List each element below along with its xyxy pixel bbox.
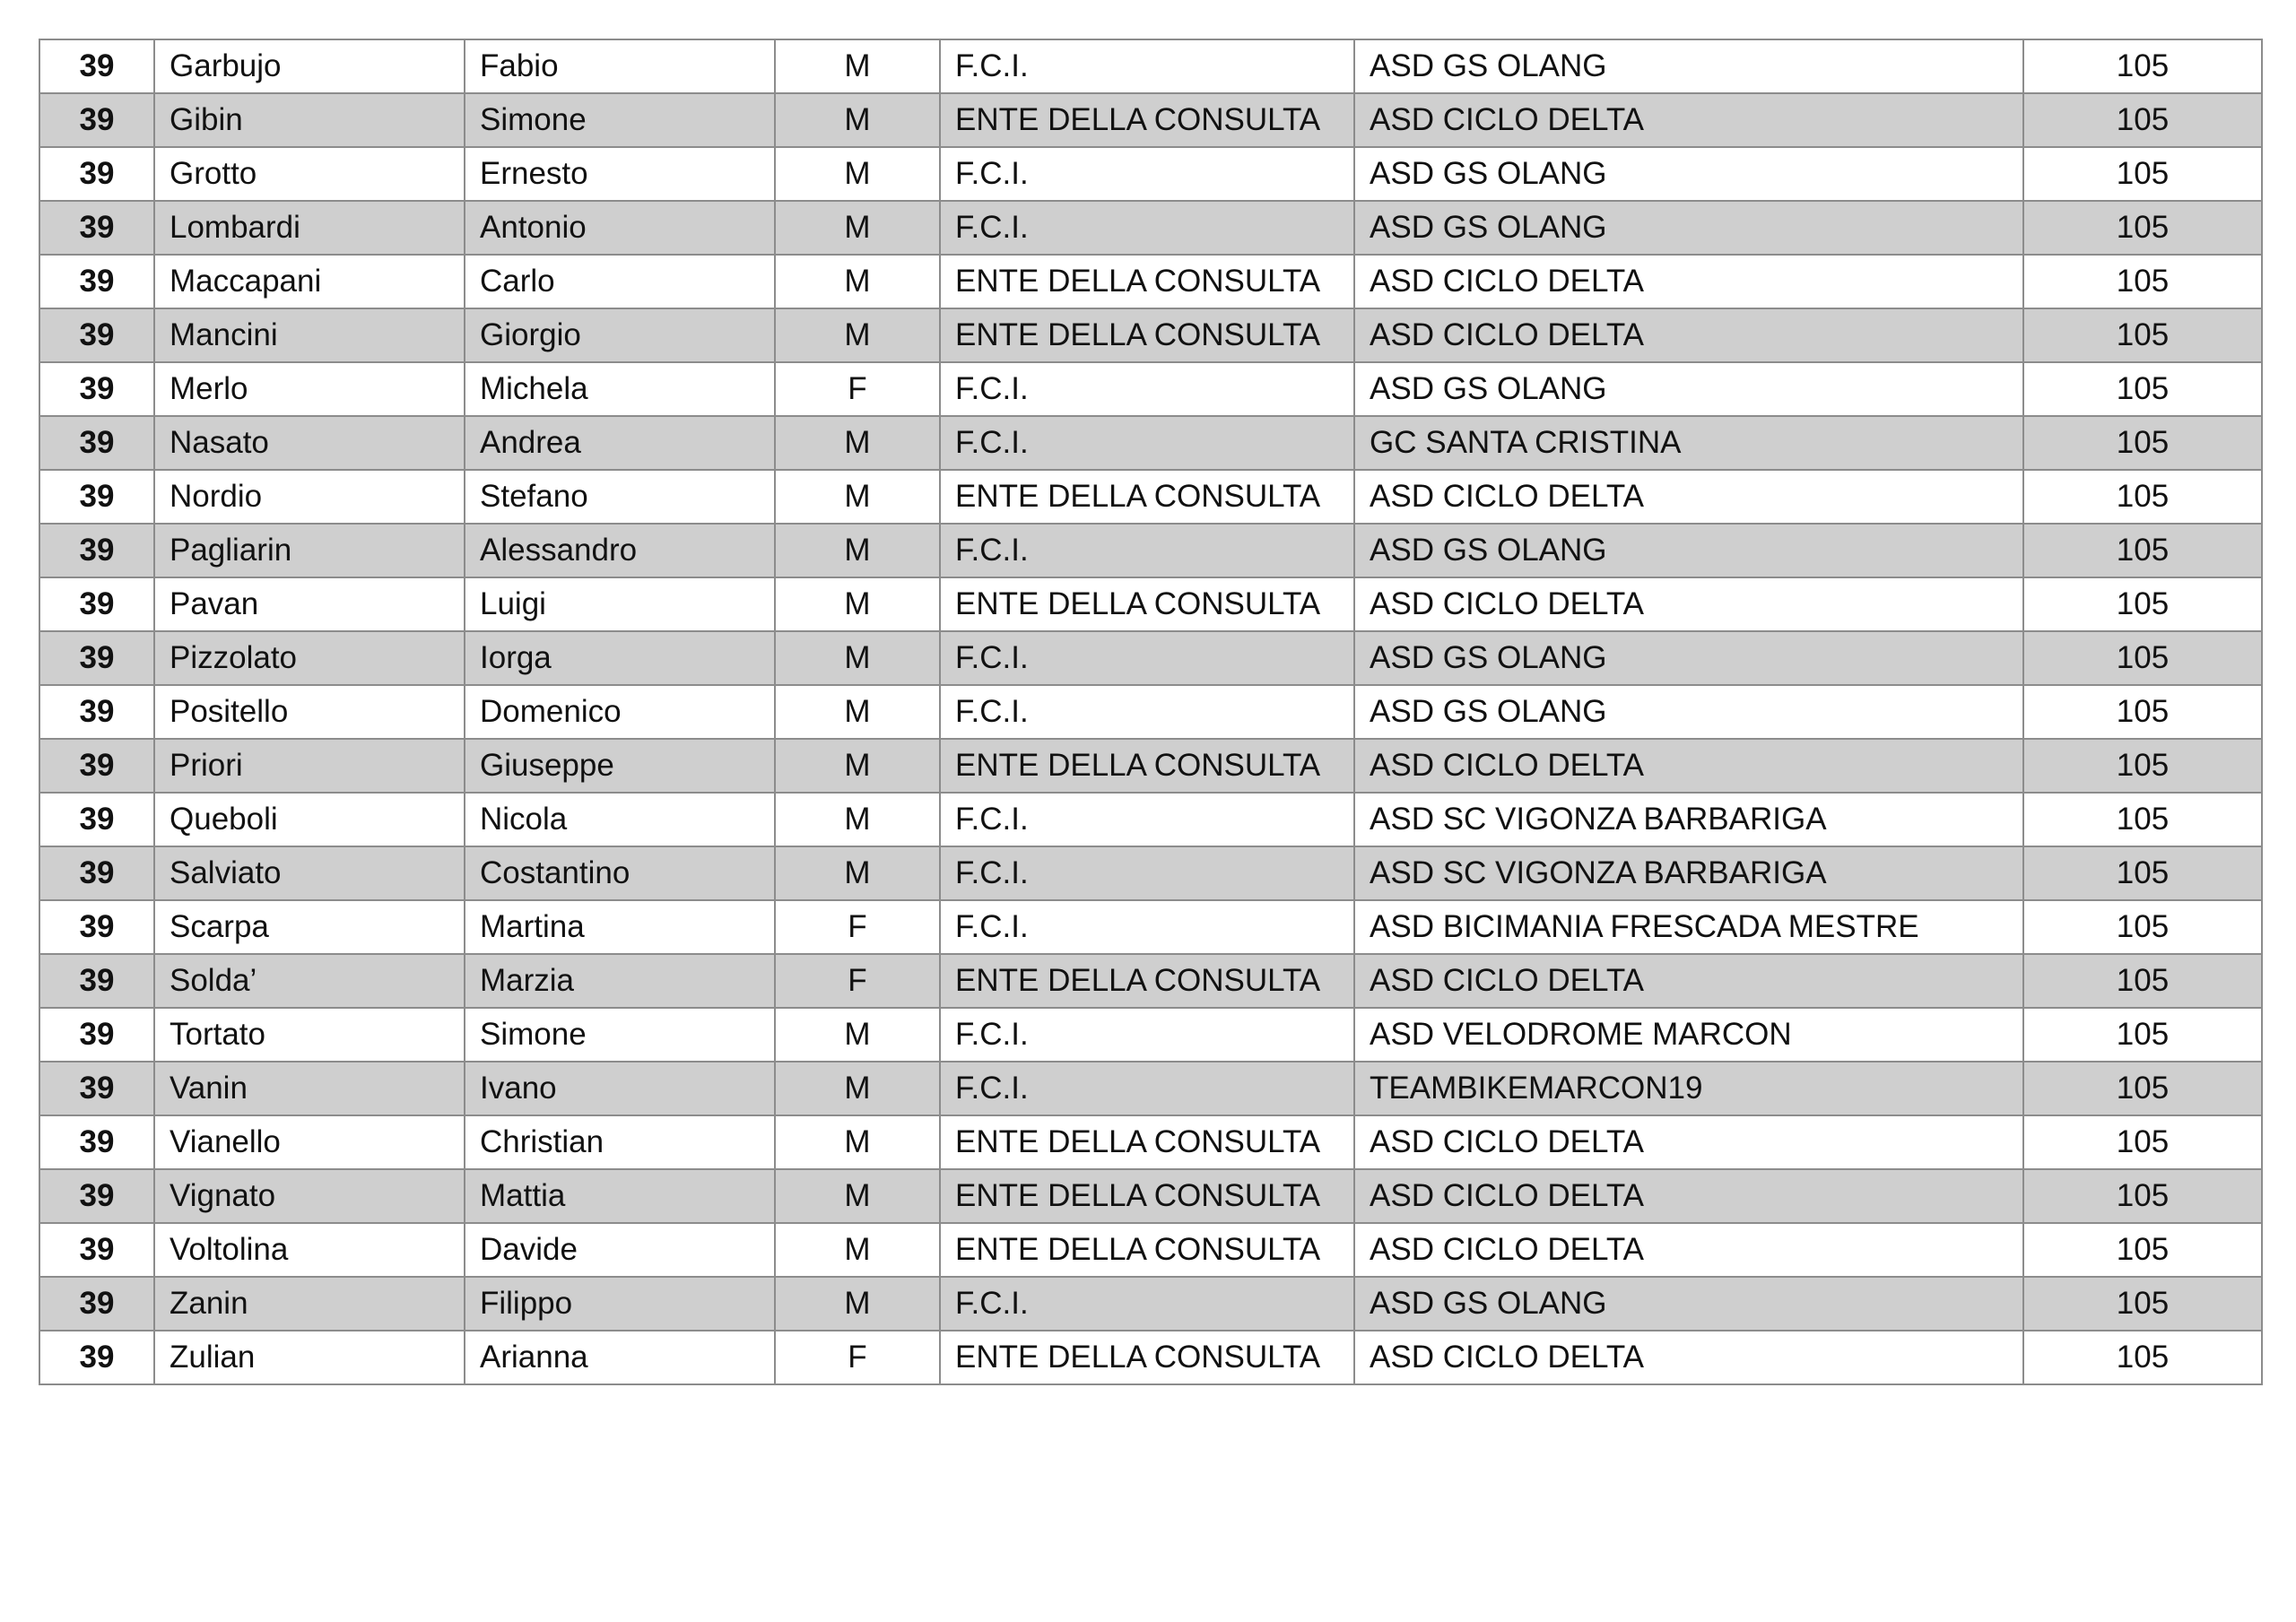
surname-cell: Nordio [154, 470, 465, 524]
points-cell: 105 [2023, 1115, 2262, 1169]
table-row [39, 577, 2262, 631]
table-row [39, 147, 2262, 201]
team-cell: ASD CICLO DELTA [1354, 1223, 2023, 1277]
rank-cell: 39 [39, 739, 154, 793]
name-cell: Michela [465, 362, 775, 416]
surname-cell: Garbujo [154, 39, 465, 93]
table-row [39, 1223, 2262, 1277]
team-cell: ASD CICLO DELTA [1354, 1169, 2023, 1223]
federation-cell: ENTE DELLA CONSULTA [940, 470, 1354, 524]
sex-cell: M [775, 93, 940, 147]
points-cell: 105 [2023, 147, 2262, 201]
table-row [39, 255, 2262, 308]
surname-cell: Zanin [154, 1277, 465, 1331]
name-cell: Costantino [465, 846, 775, 900]
points-cell: 105 [2023, 470, 2262, 524]
rank-cell: 39 [39, 147, 154, 201]
sex-cell: M [775, 308, 940, 362]
points-cell: 105 [2023, 793, 2262, 846]
rank-cell: 39 [39, 255, 154, 308]
rank-cell: 39 [39, 631, 154, 685]
surname-cell: Zulian [154, 1331, 465, 1384]
sex-cell: M [775, 1115, 940, 1169]
table-row [39, 685, 2262, 739]
name-cell: Fabio [465, 39, 775, 93]
federation-cell: F.C.I. [940, 900, 1354, 954]
federation-cell: F.C.I. [940, 1062, 1354, 1115]
team-cell: ASD SC VIGONZA BARBARIGA [1354, 793, 2023, 846]
team-cell: ASD CICLO DELTA [1354, 954, 2023, 1008]
federation-cell: ENTE DELLA CONSULTA [940, 1223, 1354, 1277]
sex-cell: M [775, 631, 940, 685]
rank-cell: 39 [39, 362, 154, 416]
federation-cell: ENTE DELLA CONSULTA [940, 739, 1354, 793]
table-row [39, 416, 2262, 470]
name-cell: Stefano [465, 470, 775, 524]
name-cell: Carlo [465, 255, 775, 308]
rank-cell: 39 [39, 1115, 154, 1169]
surname-cell: Vignato [154, 1169, 465, 1223]
rank-cell: 39 [39, 577, 154, 631]
rank-cell: 39 [39, 308, 154, 362]
name-cell: Marzia [465, 954, 775, 1008]
sex-cell: M [775, 1062, 940, 1115]
team-cell: ASD GS OLANG [1354, 685, 2023, 739]
table-row [39, 793, 2262, 846]
team-cell: ASD CICLO DELTA [1354, 93, 2023, 147]
rank-cell: 39 [39, 1277, 154, 1331]
points-cell: 105 [2023, 416, 2262, 470]
team-cell: ASD SC VIGONZA BARBARIGA [1354, 846, 2023, 900]
surname-cell: Vianello [154, 1115, 465, 1169]
federation-cell: F.C.I. [940, 362, 1354, 416]
sex-cell: M [775, 1008, 940, 1062]
rank-cell: 39 [39, 93, 154, 147]
federation-cell: F.C.I. [940, 201, 1354, 255]
rank-cell: 39 [39, 793, 154, 846]
points-cell: 105 [2023, 201, 2262, 255]
table-row [39, 308, 2262, 362]
team-cell: ASD GS OLANG [1354, 524, 2023, 577]
sex-cell: M [775, 685, 940, 739]
team-cell: GC SANTA CRISTINA [1354, 416, 2023, 470]
surname-cell: Lombardi [154, 201, 465, 255]
federation-cell: ENTE DELLA CONSULTA [940, 1115, 1354, 1169]
federation-cell: F.C.I. [940, 1277, 1354, 1331]
sex-cell: M [775, 255, 940, 308]
sex-cell: M [775, 201, 940, 255]
sex-cell: F [775, 900, 940, 954]
table-row [39, 524, 2262, 577]
table-row [39, 631, 2262, 685]
sex-cell: M [775, 39, 940, 93]
name-cell: Davide [465, 1223, 775, 1277]
team-cell: ASD GS OLANG [1354, 39, 2023, 93]
federation-cell: ENTE DELLA CONSULTA [940, 1169, 1354, 1223]
sex-cell: F [775, 1331, 940, 1384]
team-cell: TEAMBIKEMARCON19 [1354, 1062, 2023, 1115]
results-table [39, 39, 2263, 1385]
points-cell: 105 [2023, 362, 2262, 416]
federation-cell: ENTE DELLA CONSULTA [940, 1331, 1354, 1384]
rank-cell: 39 [39, 1008, 154, 1062]
surname-cell: Pagliarin [154, 524, 465, 577]
sex-cell: M [775, 416, 940, 470]
rank-cell: 39 [39, 1062, 154, 1115]
sex-cell: M [775, 793, 940, 846]
federation-cell: ENTE DELLA CONSULTA [940, 308, 1354, 362]
rank-cell: 39 [39, 524, 154, 577]
federation-cell: F.C.I. [940, 793, 1354, 846]
surname-cell: Gibin [154, 93, 465, 147]
table-row [39, 1008, 2262, 1062]
points-cell: 105 [2023, 739, 2262, 793]
team-cell: ASD GS OLANG [1354, 147, 2023, 201]
points-cell: 105 [2023, 1223, 2262, 1277]
table-row [39, 954, 2262, 1008]
sex-cell: F [775, 362, 940, 416]
name-cell: Arianna [465, 1331, 775, 1384]
table-row [39, 201, 2262, 255]
sex-cell: M [775, 1277, 940, 1331]
federation-cell: F.C.I. [940, 524, 1354, 577]
points-cell: 105 [2023, 308, 2262, 362]
rank-cell: 39 [39, 685, 154, 739]
surname-cell: Mancini [154, 308, 465, 362]
table-row [39, 93, 2262, 147]
surname-cell: Maccapani [154, 255, 465, 308]
surname-cell: Voltolina [154, 1223, 465, 1277]
surname-cell: Salviato [154, 846, 465, 900]
federation-cell: ENTE DELLA CONSULTA [940, 255, 1354, 308]
team-cell: ASD CICLO DELTA [1354, 255, 2023, 308]
surname-cell: Scarpa [154, 900, 465, 954]
team-cell: ASD BICIMANIA FRESCADA MESTRE [1354, 900, 2023, 954]
federation-cell: ENTE DELLA CONSULTA [940, 577, 1354, 631]
team-cell: ASD CICLO DELTA [1354, 470, 2023, 524]
federation-cell: F.C.I. [940, 631, 1354, 685]
name-cell: Antonio [465, 201, 775, 255]
surname-cell: Priori [154, 739, 465, 793]
federation-cell: F.C.I. [940, 147, 1354, 201]
table-row [39, 1062, 2262, 1115]
points-cell: 105 [2023, 39, 2262, 93]
table-row [39, 846, 2262, 900]
points-cell: 105 [2023, 524, 2262, 577]
federation-cell: F.C.I. [940, 39, 1354, 93]
points-cell: 105 [2023, 1277, 2262, 1331]
name-cell: Simone [465, 1008, 775, 1062]
sex-cell: F [775, 954, 940, 1008]
name-cell: Martina [465, 900, 775, 954]
points-cell: 105 [2023, 577, 2262, 631]
surname-cell: Vanin [154, 1062, 465, 1115]
sex-cell: M [775, 846, 940, 900]
name-cell: Giorgio [465, 308, 775, 362]
team-cell: ASD CICLO DELTA [1354, 577, 2023, 631]
team-cell: ASD CICLO DELTA [1354, 1331, 2023, 1384]
name-cell: Domenico [465, 685, 775, 739]
points-cell: 105 [2023, 846, 2262, 900]
table-row [39, 1277, 2262, 1331]
points-cell: 105 [2023, 900, 2262, 954]
sex-cell: M [775, 470, 940, 524]
federation-cell: F.C.I. [940, 1008, 1354, 1062]
name-cell: Filippo [465, 1277, 775, 1331]
sex-cell: M [775, 147, 940, 201]
federation-cell: ENTE DELLA CONSULTA [940, 93, 1354, 147]
name-cell: Mattia [465, 1169, 775, 1223]
table-row [39, 1331, 2262, 1384]
results-table-container [39, 39, 2261, 1385]
table-row [39, 470, 2262, 524]
table-row [39, 1115, 2262, 1169]
points-cell: 105 [2023, 1008, 2262, 1062]
surname-cell: Merlo [154, 362, 465, 416]
team-cell: ASD CICLO DELTA [1354, 308, 2023, 362]
rank-cell: 39 [39, 1169, 154, 1223]
team-cell: ASD GS OLANG [1354, 362, 2023, 416]
points-cell: 105 [2023, 631, 2262, 685]
team-cell: ASD CICLO DELTA [1354, 739, 2023, 793]
surname-cell: Tortato [154, 1008, 465, 1062]
team-cell: ASD GS OLANG [1354, 201, 2023, 255]
sex-cell: M [775, 739, 940, 793]
results-table-body [39, 39, 2262, 1384]
rank-cell: 39 [39, 470, 154, 524]
name-cell: Ivano [465, 1062, 775, 1115]
points-cell: 105 [2023, 1331, 2262, 1384]
surname-cell: Positello [154, 685, 465, 739]
team-cell: ASD CICLO DELTA [1354, 1115, 2023, 1169]
rank-cell: 39 [39, 1331, 154, 1384]
sex-cell: M [775, 1169, 940, 1223]
team-cell: ASD GS OLANG [1354, 1277, 2023, 1331]
table-row [39, 739, 2262, 793]
name-cell: Christian [465, 1115, 775, 1169]
surname-cell: Solda’ [154, 954, 465, 1008]
team-cell: ASD VELODROME MARCON [1354, 1008, 2023, 1062]
name-cell: Nicola [465, 793, 775, 846]
name-cell: Luigi [465, 577, 775, 631]
sex-cell: M [775, 577, 940, 631]
federation-cell: F.C.I. [940, 416, 1354, 470]
federation-cell: F.C.I. [940, 685, 1354, 739]
sex-cell: M [775, 1223, 940, 1277]
table-row [39, 39, 2262, 93]
surname-cell: Queboli [154, 793, 465, 846]
rank-cell: 39 [39, 1223, 154, 1277]
rank-cell: 39 [39, 846, 154, 900]
rank-cell: 39 [39, 416, 154, 470]
surname-cell: Grotto [154, 147, 465, 201]
points-cell: 105 [2023, 1169, 2262, 1223]
name-cell: Simone [465, 93, 775, 147]
table-row [39, 362, 2262, 416]
rank-cell: 39 [39, 39, 154, 93]
points-cell: 105 [2023, 93, 2262, 147]
rank-cell: 39 [39, 201, 154, 255]
rank-cell: 39 [39, 900, 154, 954]
name-cell: Andrea [465, 416, 775, 470]
sex-cell: M [775, 524, 940, 577]
points-cell: 105 [2023, 954, 2262, 1008]
federation-cell: ENTE DELLA CONSULTA [940, 954, 1354, 1008]
points-cell: 105 [2023, 255, 2262, 308]
name-cell: Iorga [465, 631, 775, 685]
table-row [39, 900, 2262, 954]
name-cell: Alessandro [465, 524, 775, 577]
surname-cell: Pizzolato [154, 631, 465, 685]
surname-cell: Nasato [154, 416, 465, 470]
points-cell: 105 [2023, 685, 2262, 739]
federation-cell: F.C.I. [940, 846, 1354, 900]
team-cell: ASD GS OLANG [1354, 631, 2023, 685]
name-cell: Giuseppe [465, 739, 775, 793]
table-row [39, 1169, 2262, 1223]
rank-cell: 39 [39, 954, 154, 1008]
points-cell: 105 [2023, 1062, 2262, 1115]
surname-cell: Pavan [154, 577, 465, 631]
name-cell: Ernesto [465, 147, 775, 201]
